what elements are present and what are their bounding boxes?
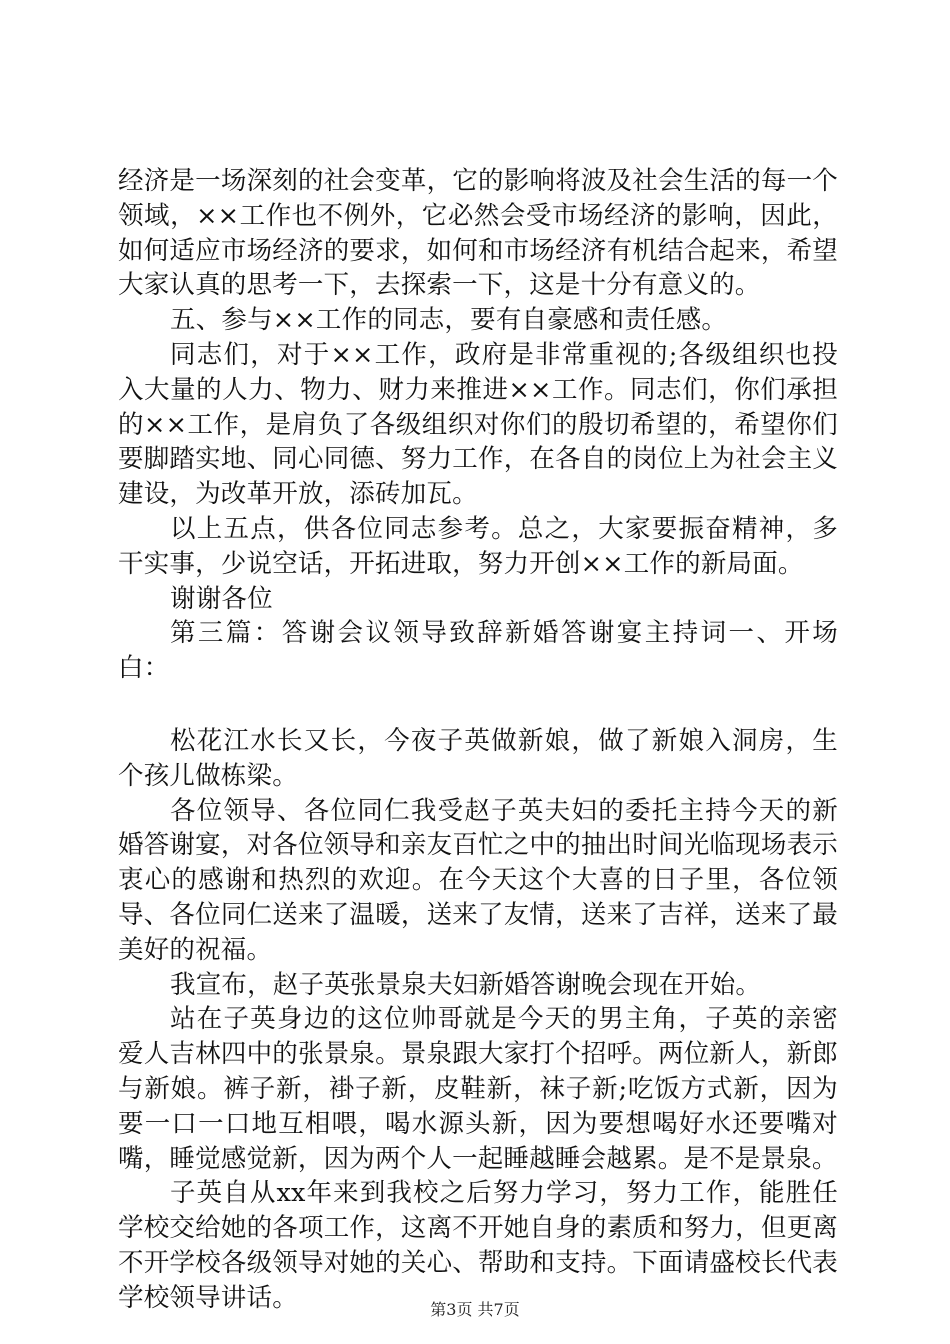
paragraph-part-three-heading: 第三篇：答谢会议领导致辞新婚答谢宴主持词一、开场白： xyxy=(118,618,838,684)
paragraph-gap xyxy=(118,686,838,724)
paragraph-comrades: 同志们，对于××工作，政府是非常重视的;各级组织也投入大量的人力、物力、财力来推进××工作。同志们，你们承担的××工作，是肩负了各级组织对你们的殷切希望的，希望你们要脚踏实地、同心同德、努力工作，在各自的岗位上为社会主义建设，为改革开放，添砖加瓦。 xyxy=(118,339,838,510)
paragraph-bride-intro: 子英自从xx年来到我校之后努力学习，努力工作，能胜任学校交给她的各项工作，这离不开她自身的素质和努力，但更离不开学校各级领导对她的关心、帮助和支持。下面请盛校长代表学校领导讲话。 xyxy=(118,1178,838,1313)
document-body xyxy=(118,164,838,1316)
paragraph-continuation: 经济是一场深刻的社会变革，它的影响将波及社会生活的每一个领域，××工作也不例外，它必然会受市场经济的影响，因此，如何适应市场经济的要求，如何和市场经济有机结合起来，希望大家认真的思考一下，去探索一下，这是十分有意义的。 xyxy=(118,166,838,301)
page-number-footer: 第3页 共7页 xyxy=(430,1300,520,1319)
paragraph-host-intro: 各位领导、各位同仁我受赵子英夫妇的委托主持今天的新婚答谢宴，对各位领导和亲友百忙之中的抽出时间光临现场表示衷心的感谢和热烈的欢迎。在今天这个大喜的日子里，各位领导、各位同仁送来了温暖，送来了友情，送来了吉祥，送来了最美好的祝福。 xyxy=(118,795,838,965)
paragraph-thanks: 谢谢各位 xyxy=(170,583,273,614)
paragraph-groom-intro: 站在子英身边的这位帅哥就是今天的男主角，子英的亲密爱人吉林四中的张景泉。景泉跟大家打个招呼。两位新人，新郎与新娘。裤子新，褂子新，皮鞋新，袜子新;吃饭方式新，因为要一口一口地互相喂，喝水源头新，因为要想喝好水还要嘴对嘴，睡觉感觉新，因为两个人一起睡越睡会越累。是不是景泉。 xyxy=(118,1004,838,1174)
paragraph-opening-verse: 松花江水长又长，今夜子英做新娘，做了新娘入洞房，生个孩儿做栋梁。 xyxy=(118,725,838,791)
paragraph-section-five-heading: 五、参与××工作的同志，要有自豪感和责任感。 xyxy=(170,305,728,336)
paragraph-summary: 以上五点，供各位同志参考。总之，大家要振奋精神，多干实事，少说空话，开拓进取，努力开创××工作的新局面。 xyxy=(118,513,838,579)
paragraph-announcement: 我宣布，赵子英张景泉夫妇新婚答谢晚会现在开始。 xyxy=(170,969,762,1000)
